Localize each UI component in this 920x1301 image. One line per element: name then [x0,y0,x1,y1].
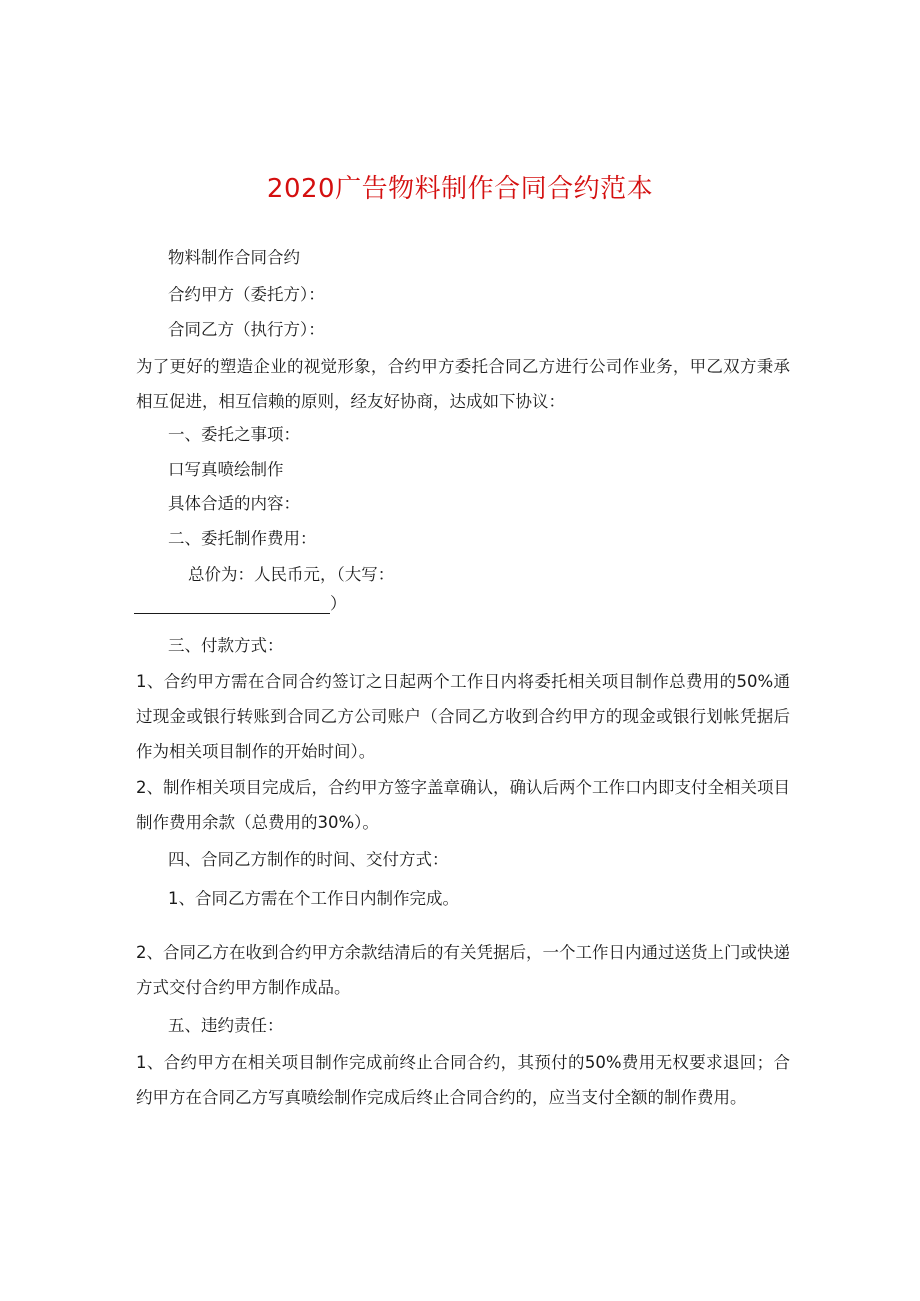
section-2-heading: 二、委托制作费用： [168,529,317,548]
section-4-para-2: 2、合同乙方在收到合约甲方余款结清后的有关凭据后，一个工作日内通过送货上门或快递方式交付合约甲方制作成品。 [136,943,790,997]
blank-close-paren: ） [330,594,347,613]
party-b-label: 合同乙方（执行方）： [168,320,325,339]
section-2-total: 总价为：人民币元，（大写： [188,565,395,584]
amount-blank-line [134,594,347,614]
section-1-heading: 一、委托之事项： [168,425,300,444]
section-4-para-1: 1、合同乙方需在个工作日内制作完成。 [168,889,459,908]
section-3-heading: 三、付款方式： [168,636,284,655]
intro-paragraph: 为了更好的塑造企业的视觉形象，合约甲方委托合同乙方进行公司作业务，甲乙双方秉承相互促进，相互信赖的原则，经友好协商，达成如下协议： [136,357,790,411]
section-4-heading: 四、合同乙方制作的时间、交付方式： [168,850,449,869]
section-5-para-1: 1、合约甲方在相关项目制作完成前终止合同合约，其预付的50%费用无权要求退回；合约甲方在合同乙方写真喷绘制作完成后终止合同合约的，应当支付全额的制作费用。 [136,1053,790,1107]
blank-underline [134,597,330,614]
section-3-para-2: 2、制作相关项目完成后，合约甲方签字盖章确认，确认后两个工作口内即支付全相关项目制作费用余款（总费用的30%）。 [136,778,790,832]
contract-subtitle: 物料制作合同合约 [168,248,300,267]
section-5-heading: 五、违约责任： [168,1016,284,1035]
document-title: 2020广告物料制作合同合约范本 [266,174,654,204]
section-1-item: 口写真喷绘制作 [168,460,284,479]
section-3-para-1: 1、合约甲方需在合同合约签订之日起两个工作日内将委托相关项目制作总费用的50%通过现金或银行转账到合同乙方公司账户（合同乙方收到合约甲方的现金或银行划帐凭据后作为相关项目制作的开始时间）。 [136,672,790,761]
party-a-label: 合约甲方（委托方）： [168,285,325,304]
section-1-content: 具体合适的内容： [168,494,300,513]
